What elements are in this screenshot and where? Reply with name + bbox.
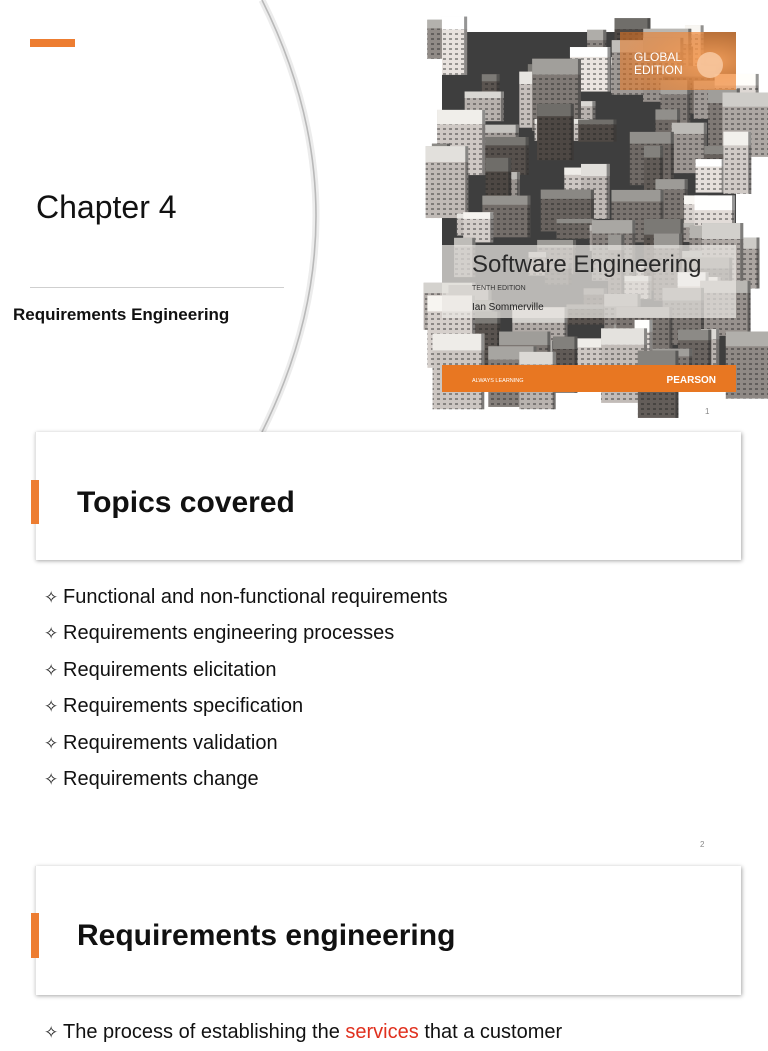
- building: [581, 164, 610, 176]
- book-cover-image: [442, 32, 736, 392]
- building: [442, 17, 467, 30]
- building: [532, 59, 581, 75]
- list-item: [44, 725, 448, 761]
- building: [694, 195, 735, 210]
- title-accent-bar: [31, 913, 39, 958]
- building: [655, 109, 680, 119]
- list-item-text: Requirements change: [63, 767, 259, 790]
- building: [726, 332, 768, 347]
- building: [678, 330, 711, 341]
- list-item-text: Requirements elicitation: [63, 658, 277, 681]
- building: [756, 237, 759, 288]
- building: [482, 125, 518, 133]
- building: [526, 137, 529, 175]
- badge-text-line1: GLOBAL: [634, 50, 683, 64]
- building: [442, 29, 467, 74]
- list-item: [44, 688, 448, 724]
- title-accent-bar: [30, 39, 75, 47]
- four-pointed-star-icon: ✧: [44, 660, 59, 681]
- building: [437, 110, 485, 124]
- slide-1: [0, 0, 768, 432]
- building: [465, 146, 468, 218]
- four-pointed-star-icon: ✧: [44, 588, 59, 608]
- building: [553, 337, 577, 349]
- four-pointed-star-icon: ✧: [44, 769, 59, 790]
- list-item-text: Functional and non-functional requirements: [63, 586, 448, 608]
- building: [537, 104, 574, 116]
- building: [486, 158, 512, 172]
- building: [571, 104, 574, 160]
- title-accent-bar: [31, 480, 39, 524]
- page-number: 2: [700, 840, 705, 849]
- four-pointed-star-icon: ✧: [44, 697, 59, 718]
- building: [614, 18, 650, 29]
- building: [570, 47, 611, 57]
- building: [541, 190, 594, 199]
- slide-title: Requirements engineering: [77, 919, 456, 952]
- list-item-text: Requirements engineering processes: [63, 622, 395, 645]
- list-item: [44, 652, 448, 688]
- building: [696, 159, 725, 166]
- topics-list: [44, 579, 448, 797]
- building: [592, 220, 635, 233]
- cover-tagline: ALWAYS LEARNING: [472, 378, 524, 384]
- building: [519, 352, 555, 365]
- building: [426, 146, 469, 162]
- list-item: [44, 1014, 562, 1050]
- chapter-title: Chapter 4: [36, 189, 177, 225]
- building: [527, 196, 530, 238]
- four-pointed-star-icon: ✧: [44, 624, 59, 645]
- building: [607, 164, 610, 219]
- definition-list: [44, 1014, 562, 1050]
- building: [482, 110, 485, 175]
- cover-title: Software Engineering: [472, 251, 702, 278]
- building: [611, 190, 663, 202]
- slide-title: Topics covered: [77, 486, 295, 519]
- list-item: [44, 579, 448, 615]
- building: [578, 124, 616, 141]
- cover-author: Ian Sommerville: [472, 302, 544, 313]
- building: [463, 212, 493, 219]
- page-number: 1: [705, 407, 710, 416]
- building: [501, 91, 504, 121]
- list-item: [44, 615, 448, 651]
- building: [722, 93, 768, 107]
- badge-text-line2: EDITION: [634, 63, 683, 77]
- building: [465, 91, 504, 98]
- building: [748, 132, 751, 194]
- arc-line: [262, 0, 316, 432]
- building: [433, 334, 485, 351]
- building: [696, 167, 725, 193]
- building: [490, 212, 493, 242]
- building: [537, 116, 574, 160]
- slide-2: [0, 432, 768, 866]
- building: [557, 219, 597, 223]
- building: [655, 179, 687, 189]
- building: [723, 145, 751, 193]
- list-item-text: Requirements validation: [63, 731, 278, 754]
- chapter-subtitle: Requirements Engineering: [13, 305, 230, 324]
- list-item-text: Requirements specification: [63, 695, 304, 718]
- building: [671, 132, 674, 185]
- building: [478, 137, 529, 145]
- building: [702, 223, 743, 239]
- building: [723, 132, 751, 146]
- building: [748, 281, 751, 336]
- list-item-text: that a customer: [424, 1021, 563, 1043]
- building: [630, 132, 674, 144]
- list-item: [44, 761, 448, 797]
- list-item-text: The process of establishing the: [63, 1021, 340, 1043]
- building: [426, 162, 469, 218]
- building: [499, 332, 550, 345]
- building: [578, 120, 616, 125]
- building: [613, 120, 616, 142]
- cover-publisher: PEARSON: [666, 375, 716, 386]
- building: [464, 17, 467, 75]
- highlighted-term: services: [345, 1021, 419, 1043]
- building: [638, 351, 679, 366]
- building: [644, 219, 684, 235]
- building: [607, 47, 610, 91]
- four-pointed-star-icon: ✧: [44, 733, 59, 754]
- four-pointed-star-icon: ✧: [44, 1023, 59, 1043]
- title-divider: [30, 287, 284, 288]
- building: [601, 328, 647, 344]
- globe-icon: [697, 52, 723, 78]
- building: [482, 196, 530, 205]
- building: [672, 123, 707, 134]
- slide-3: [0, 866, 768, 1043]
- cover-edition: TENTH EDITION: [472, 285, 526, 292]
